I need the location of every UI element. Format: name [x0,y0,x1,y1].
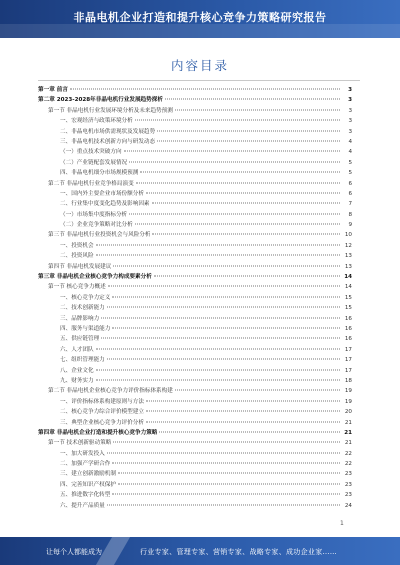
toc-entry-text: 第三章 非晶电机企业核心竞争力构成要素分析 [38,274,152,281]
toc-dot-leader [135,120,340,121]
toc-entry[interactable] [38,345,352,355]
toc-entry-page: 24 [344,502,352,509]
toc-dot-leader [96,379,340,380]
toc-dot-leader [124,151,340,152]
toc-entry-text: 二、加强产学研合作 [60,461,111,468]
toc-entry[interactable] [38,418,352,428]
toc-entry-page: 16 [344,336,352,343]
toc-dot-leader [96,369,340,370]
toc-entry[interactable] [38,137,352,147]
report-title: 非晶电机企业打造和提升核心竞争力策略研究报告 [73,11,327,24]
toc-entry[interactable] [38,158,352,168]
toc-entry-text: 二、投资风险 [60,253,94,260]
toc-entry-text: 四、服务与渠道能力 [60,325,111,332]
toc-entry-page: 19 [344,388,352,395]
toc-entry-text: 第三节 非晶电机行业投资机会与风险分析 [48,232,151,239]
toc-entry[interactable] [38,179,352,189]
toc-entry-text: 第二章 2023-2028年非晶电机行业发展趋势探析 [38,97,163,104]
toc-entry[interactable] [38,438,352,448]
toc-entry-page: 13 [344,263,352,270]
toc-entry-page: 4 [348,149,352,156]
toc-entry-text: 二、技术创新能力 [60,305,105,312]
toc-entry-text: 三、非晶电机技术创新方向与研发动态 [60,138,156,145]
toc-dot-leader [146,411,340,412]
toc-entry-page: 22 [344,461,352,468]
toc-entry[interactable] [38,293,352,303]
toc-entry-page: 23 [344,492,352,499]
toc-entry-page: 20 [344,409,352,416]
toc-entry[interactable] [38,469,352,479]
toc-entry[interactable] [38,397,352,407]
toc-entry[interactable] [38,449,352,459]
toc-entry-page: 23 [344,481,352,488]
toc-entry-text: 第四章 非晶电机企业打造和提升核心竞争力策略 [38,429,158,436]
toc-entry-text: （二）企业竞争策略对比分析 [60,222,133,229]
toc-entry-page: 14 [344,284,352,291]
toc-entry-page: 15 [344,305,352,312]
toc-dot-leader [112,463,340,464]
toc-entry[interactable] [38,230,352,240]
toc-entry-text: 九、财务实力 [60,377,94,384]
toc-entry[interactable] [38,303,352,313]
toc-dot-leader [112,296,340,297]
toc-entry[interactable] [38,127,352,137]
toc-entry-text: 二、行业集中度变化趋势及影响因素 [60,201,150,208]
toc-entry[interactable] [38,366,352,376]
toc-entry-text: 第二节 非晶电机行业竞争格局演变 [48,180,134,187]
toc-entry-page: 3 [348,118,352,125]
toc-entry-text: 六、提升产品质量 [60,502,105,509]
toc-entry[interactable] [38,251,352,261]
toc-entry[interactable] [38,147,352,157]
toc-entry-text: 一、宏观经济与政策环境分析 [60,118,133,125]
toc-entry-text: 二、非晶电机市场供需现状及发展趋势 [60,128,156,135]
toc-entry-page: 21 [344,440,352,447]
toc-entry-text: 第一章 前言 [38,87,68,93]
toc-entry-page: 3 [348,107,352,114]
toc-entry[interactable] [38,480,352,490]
toc-entry[interactable] [38,501,352,511]
toc-entry[interactable] [38,116,352,126]
page-footer [0,537,400,565]
toc-dot-leader [152,203,340,204]
toc-entry[interactable] [38,334,352,344]
toc-dot-leader [107,504,340,505]
toc-entry-page: 17 [344,346,352,353]
toc-entry-text: 四、完善知识产权保护 [60,481,116,488]
toc-entry-page: 5 [348,159,352,166]
toc-entry-text: 七、组织管理能力 [60,357,105,364]
toc-entry[interactable] [38,85,352,95]
toc-entry[interactable] [38,490,352,500]
toc-dot-leader [107,359,340,360]
toc-entry-text: 三、建立创新激励机制 [60,471,116,478]
toc-entry-text: （一）市场集中度指标分析 [60,211,128,218]
toc-entry-page: 14 [344,274,352,281]
toc-heading: 内容目录 [170,58,229,73]
toc-entry-text: （一）重点技术突破方向 [60,149,122,156]
toc-dot-leader [112,327,340,328]
toc-divider [38,80,360,81]
toc-entry[interactable] [38,210,352,220]
toc-entry-text: 四、非晶电机细分市场规模预测 [60,170,139,177]
toc-entry-page: 4 [348,138,352,145]
toc-dot-leader [154,276,340,277]
toc-dot-leader [175,390,340,391]
toc-entry-text: 一、加大研发投入 [60,450,105,457]
toc-entry-text: 第一节 核心竞争力概述 [48,284,106,291]
toc-dot-leader [107,452,340,453]
toc-dot-leader [129,213,340,214]
page-header [0,0,400,38]
toc-entry[interactable] [38,189,352,199]
table-of-contents [38,85,352,511]
toc-entry-page: 10 [344,232,352,239]
toc-entry[interactable] [38,262,352,272]
toc-dot-leader [113,442,340,443]
toc-dot-leader [118,473,340,474]
toc-dot-leader [159,431,340,432]
toc-dot-leader [157,130,340,131]
toc-entry-page: 6 [348,190,352,197]
toc-entry[interactable] [38,459,352,469]
toc-dot-leader [70,89,340,90]
header-decor-stripe [0,24,400,38]
toc-entry-text: 一、核心竞争力定义 [60,294,111,301]
toc-dot-leader [107,307,340,308]
toc-entry[interactable] [38,407,352,417]
toc-dot-leader [136,182,340,183]
toc-entry-page: 16 [344,325,352,332]
toc-entry-page: 17 [344,367,352,374]
toc-dot-leader [146,400,340,401]
toc-entry-page: 3 [348,128,352,135]
toc-entry-page: 21 [344,419,352,426]
toc-entry-text: 二、核心竞争力综合评价模型建立 [60,409,144,416]
toc-dot-leader [146,192,340,193]
toc-entry-text: 第二节 非晶电机企业核心竞争力评价指标体系构建 [48,388,173,395]
toc-dot-leader [140,172,340,173]
toc-entry-page: 9 [348,222,352,229]
toc-dot-leader [152,234,340,235]
toc-entry-text: 第一节 非晶电机行业发展环境分析及未来趋势预测 [48,107,173,114]
toc-dot-leader [157,140,340,141]
toc-entry-text: 一、国内外主要企业市场份额分析 [60,190,144,197]
toc-entry-page: 8 [348,211,352,218]
toc-dot-leader [112,494,340,495]
toc-entry-text: 一、评价指标体系构建原则与方法 [60,398,144,405]
toc-entry[interactable] [38,199,352,209]
page-number: 1 [340,520,344,527]
toc-dot-leader [96,348,340,349]
toc-entry-page: 12 [344,242,352,249]
toc-entry[interactable] [38,272,352,282]
toc-entry-page: 7 [348,201,352,208]
toc-dot-leader [113,265,340,266]
toc-dot-leader [96,244,340,245]
toc-entry-text: 五、供应链管理 [60,336,100,343]
footer-tagline: 行业专家、管理专家、营销专家、战略专家、成功企业家…… [140,548,338,556]
toc-entry-text: 第一节 技术创新驱动策略 [48,440,112,447]
toc-entry[interactable] [38,220,352,230]
toc-entry[interactable] [38,376,352,386]
toc-entry-text: 三、典型企业核心竞争力评价分析 [60,419,144,426]
toc-entry-page: 6 [348,180,352,187]
toc-dot-leader [165,99,340,100]
toc-dot-leader [135,224,340,225]
toc-entry-page: 23 [344,471,352,478]
toc-entry-text: 八、企业文化 [60,367,94,374]
toc-entry[interactable] [38,386,352,396]
toc-entry-page: 3 [348,97,352,104]
toc-dot-leader [96,255,340,256]
toc-entry-page: 15 [344,294,352,301]
toc-dot-leader [101,338,340,339]
toc-entry-text: 一、投资机会 [60,242,94,249]
toc-entry[interactable] [38,95,352,105]
toc-dot-leader [129,161,340,162]
toc-entry-text: 六、人才团队 [60,346,94,353]
toc-entry-page: 21 [344,429,352,436]
toc-entry-page: 18 [344,377,352,384]
toc-entry[interactable] [38,324,352,334]
toc-dot-leader [118,483,340,484]
toc-entry-page: 19 [344,398,352,405]
toc-entry[interactable] [38,314,352,324]
toc-entry[interactable] [38,428,352,438]
toc-entry[interactable] [38,355,352,365]
toc-entry-text: 五、推进数字化转型 [60,492,111,499]
toc-dot-leader [175,109,340,110]
toc-entry[interactable] [38,106,352,116]
toc-entry[interactable] [38,241,352,251]
toc-entry[interactable] [38,168,352,178]
toc-entry[interactable] [38,282,352,292]
toc-entry-page: 3 [348,87,352,93]
toc-dot-leader [146,421,340,422]
toc-entry-page: 16 [344,315,352,322]
toc-entry-text: （二）产业链配套发展情况 [60,159,128,166]
toc-entry-text: 三、品牌影响力 [60,315,100,322]
toc-entry-page: 5 [348,170,352,177]
toc-dot-leader [101,317,340,318]
toc-entry-text: 第四节 非晶电机发展建议 [48,263,112,270]
toc-entry-page: 13 [344,253,352,260]
toc-entry-page: 17 [344,357,352,364]
footer-slogan: 让每个人都能成为 [46,548,102,556]
toc-entry-page: 22 [344,450,352,457]
toc-dot-leader [108,286,340,287]
